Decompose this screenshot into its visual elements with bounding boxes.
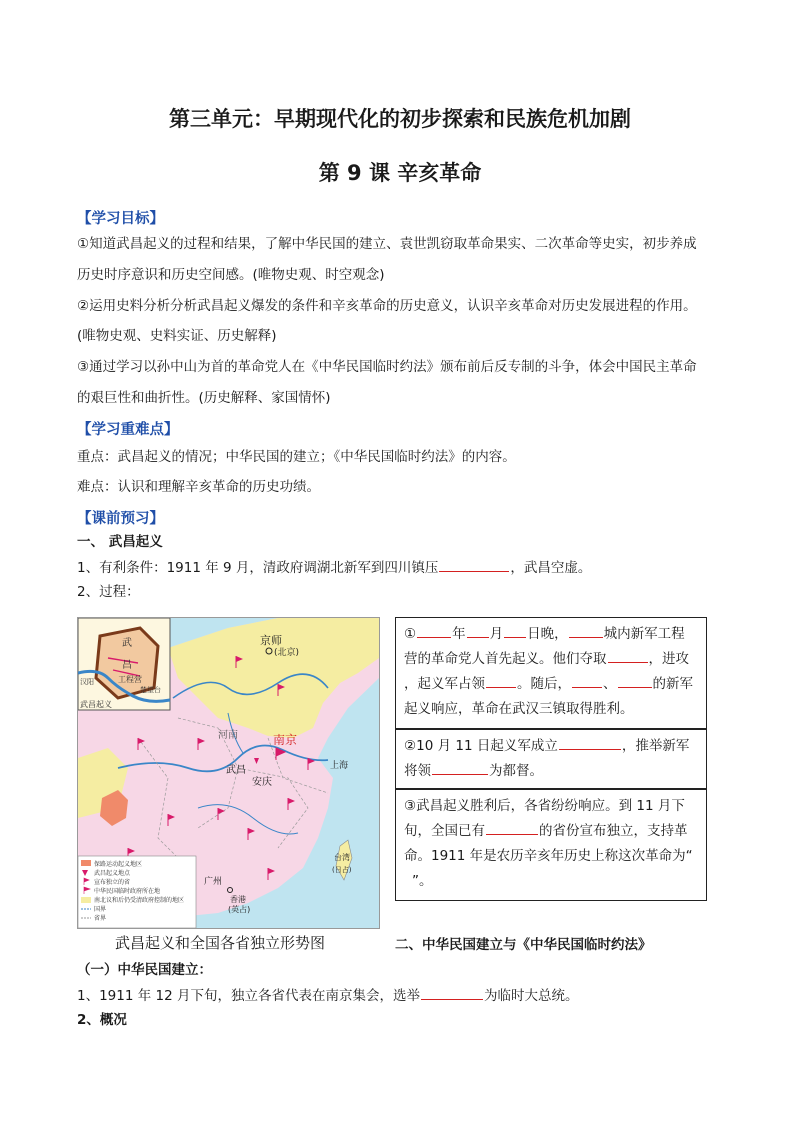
answer-blank[interactable] (504, 623, 526, 638)
city-wuchang: 武昌 (226, 765, 246, 776)
wuchang-uprising-map (77, 617, 380, 929)
section2-sub1: （一）中华民国建立： (77, 962, 212, 978)
preview-item1 (77, 557, 591, 578)
box3-line (404, 819, 698, 844)
key-point-text: 重点：武昌起义的情况；中华民国的建立；《中华民国临时约法》的内容。 (77, 449, 516, 465)
box1-line (404, 622, 698, 647)
goal-line: ①知道武昌起义的过程和结果，了解中华民国的建立、袁世凯窃取革命果实、二次革命等史实，初步养成 (77, 236, 697, 252)
answer-blank[interactable] (467, 623, 489, 638)
box-text: 。随后， (517, 676, 571, 692)
box-text: ① (404, 626, 417, 642)
goal-line: ②运用史料分析分析武昌起义爆发的条件和辛亥革命的历史意义，认识辛亥革命对历史发展进程的作用。 (77, 298, 697, 314)
city-beijing: (北京) (274, 648, 300, 658)
legend-item: 南北议和后仍受清政府控制的地区 (94, 897, 185, 904)
city-guangzhou: 广州 (204, 877, 223, 887)
city-shanghai: 上海 (330, 761, 349, 771)
inset-label-chang: 昌 (122, 660, 132, 671)
section1-title: 一、 武昌起义 (77, 534, 163, 550)
box1-line (404, 647, 698, 672)
map-svg (78, 618, 379, 928)
region-henan: 河南 (218, 730, 238, 741)
map-caption: 武昌起义和全国各省独立形势图 (115, 934, 326, 952)
box-text: 为都督。 (489, 763, 543, 779)
answer-blank[interactable] (569, 623, 603, 638)
legend-item: 保路运动起义地区 (94, 861, 143, 868)
box2-line (404, 734, 698, 759)
inset-label-hanyang: 汉阳 (80, 678, 94, 686)
goal-line: ③通过学习以孙中山为首的革命党人在《中华民国临时约法》颁布前后反专制的斗争，体会中国民主革命 (77, 359, 697, 375)
answer-blank[interactable] (618, 673, 652, 688)
section2-title: 二、中华民国建立与《中华民国临时约法》 (395, 937, 652, 953)
inset-label-chuwang: 楚望台 (140, 686, 161, 694)
answer-blank[interactable] (439, 557, 509, 572)
box-text: 的省份宣布独立，支持革 (539, 823, 688, 839)
city-anqing: 安庆 (252, 777, 272, 788)
box-text: 年 (452, 626, 466, 642)
box1-line: 起义响应，革命在武汉三镇取得胜利。 (404, 701, 634, 717)
unit-title: 第三单元：早期现代化的初步探索和民族危机加剧 (169, 107, 631, 131)
preview-heading: 【课前预习】 (77, 511, 164, 527)
process-box-3 (395, 789, 707, 901)
box-text: 城内新军工程 (603, 626, 685, 642)
inset-title: 武昌起义 (80, 700, 112, 709)
box2-line (404, 759, 698, 784)
legend-item: 省界 (94, 915, 107, 922)
box-text: 日晚， (527, 626, 568, 642)
difficult-point-text: 难点：认识和理解辛亥革命的历史功绩。 (77, 479, 320, 495)
box-text: ，起义军占领 (404, 676, 485, 692)
box3-line: ”。 (412, 873, 433, 889)
legend-item: 国界 (94, 906, 107, 913)
box-text: ，进攻 (648, 651, 689, 667)
box-text: ，推举新军 (621, 738, 690, 754)
box-text: 营的革命党人首先起义。他们夺取 (404, 651, 607, 667)
city-xianggang: 香港 (230, 895, 246, 904)
box3-line: 命。1911 年是农历辛亥年历史上称这次革命为“ (404, 848, 693, 864)
goal-line: (唯物史观、史料实证、历史解释) (77, 328, 277, 344)
box-text: 将领 (404, 763, 431, 779)
city-yingzhan: (英占) (228, 905, 251, 914)
item-prefix: 1、1911 年 12 月下旬，独立各省代表在南京集会，选举 (77, 988, 420, 1004)
answer-blank[interactable] (432, 760, 488, 775)
process-box-2 (395, 729, 707, 789)
island-riben: (日占) (332, 866, 352, 874)
item-suffix: 为临时大总统。 (484, 988, 579, 1004)
preview-item2: 2、过程： (77, 584, 140, 600)
answer-blank[interactable] (486, 673, 516, 688)
legend-item: 中华民国临时政府所在地 (94, 888, 161, 895)
box-text: 的新军 (652, 676, 693, 692)
box1-line (404, 672, 698, 697)
city-jingshi: 京师 (260, 634, 282, 647)
process-box-1 (395, 617, 707, 729)
item1-prefix: 1、有利条件：1911 年 9 月，清政府调湖北新军到四川镇压 (77, 560, 439, 576)
city-nanjing: 南京 (273, 733, 298, 747)
goals-heading: 【学习目标】 (77, 211, 164, 227)
goal-line: 历史时序意识和历史空间感。(唯物史观、时空观念) (77, 267, 385, 283)
box-text: 旬，全国已有 (404, 823, 485, 839)
box3-line: ③武昌起义胜利后，各省纷纷响应。到 11 月下 (404, 798, 685, 814)
island-taiwan: 台湾 (334, 853, 350, 862)
answer-blank[interactable] (421, 985, 483, 1000)
lesson-title: 第 9 课 辛亥革命 (318, 161, 482, 185)
item1-suffix: ，武昌空虚。 (510, 560, 592, 576)
legend-item: 武昌起义地点 (94, 870, 131, 877)
keypoints-heading: 【学习重难点】 (77, 422, 179, 438)
legend-swatch-qing (81, 897, 91, 903)
box-text: ②10 月 11 日起义军成立 (404, 738, 558, 754)
legend-swatch-baolu (81, 860, 91, 866)
answer-blank[interactable] (486, 820, 538, 835)
box-text: 月 (489, 626, 504, 642)
answer-blank[interactable] (572, 673, 602, 688)
answer-blank[interactable] (559, 735, 621, 750)
box-text: 、 (603, 676, 617, 692)
inset-label-wu: 武 (122, 638, 132, 649)
section2-item1 (77, 985, 579, 1006)
goal-line: 的艰巨性和曲折性。(历史解释、家国情怀) (77, 390, 331, 406)
section2-item2: 2、概况 (77, 1012, 127, 1028)
answer-blank[interactable] (608, 648, 648, 663)
legend-item: 宣布独立的省 (94, 879, 131, 886)
inset-label-gcy: 工程营 (118, 675, 142, 684)
answer-blank[interactable] (417, 623, 451, 638)
